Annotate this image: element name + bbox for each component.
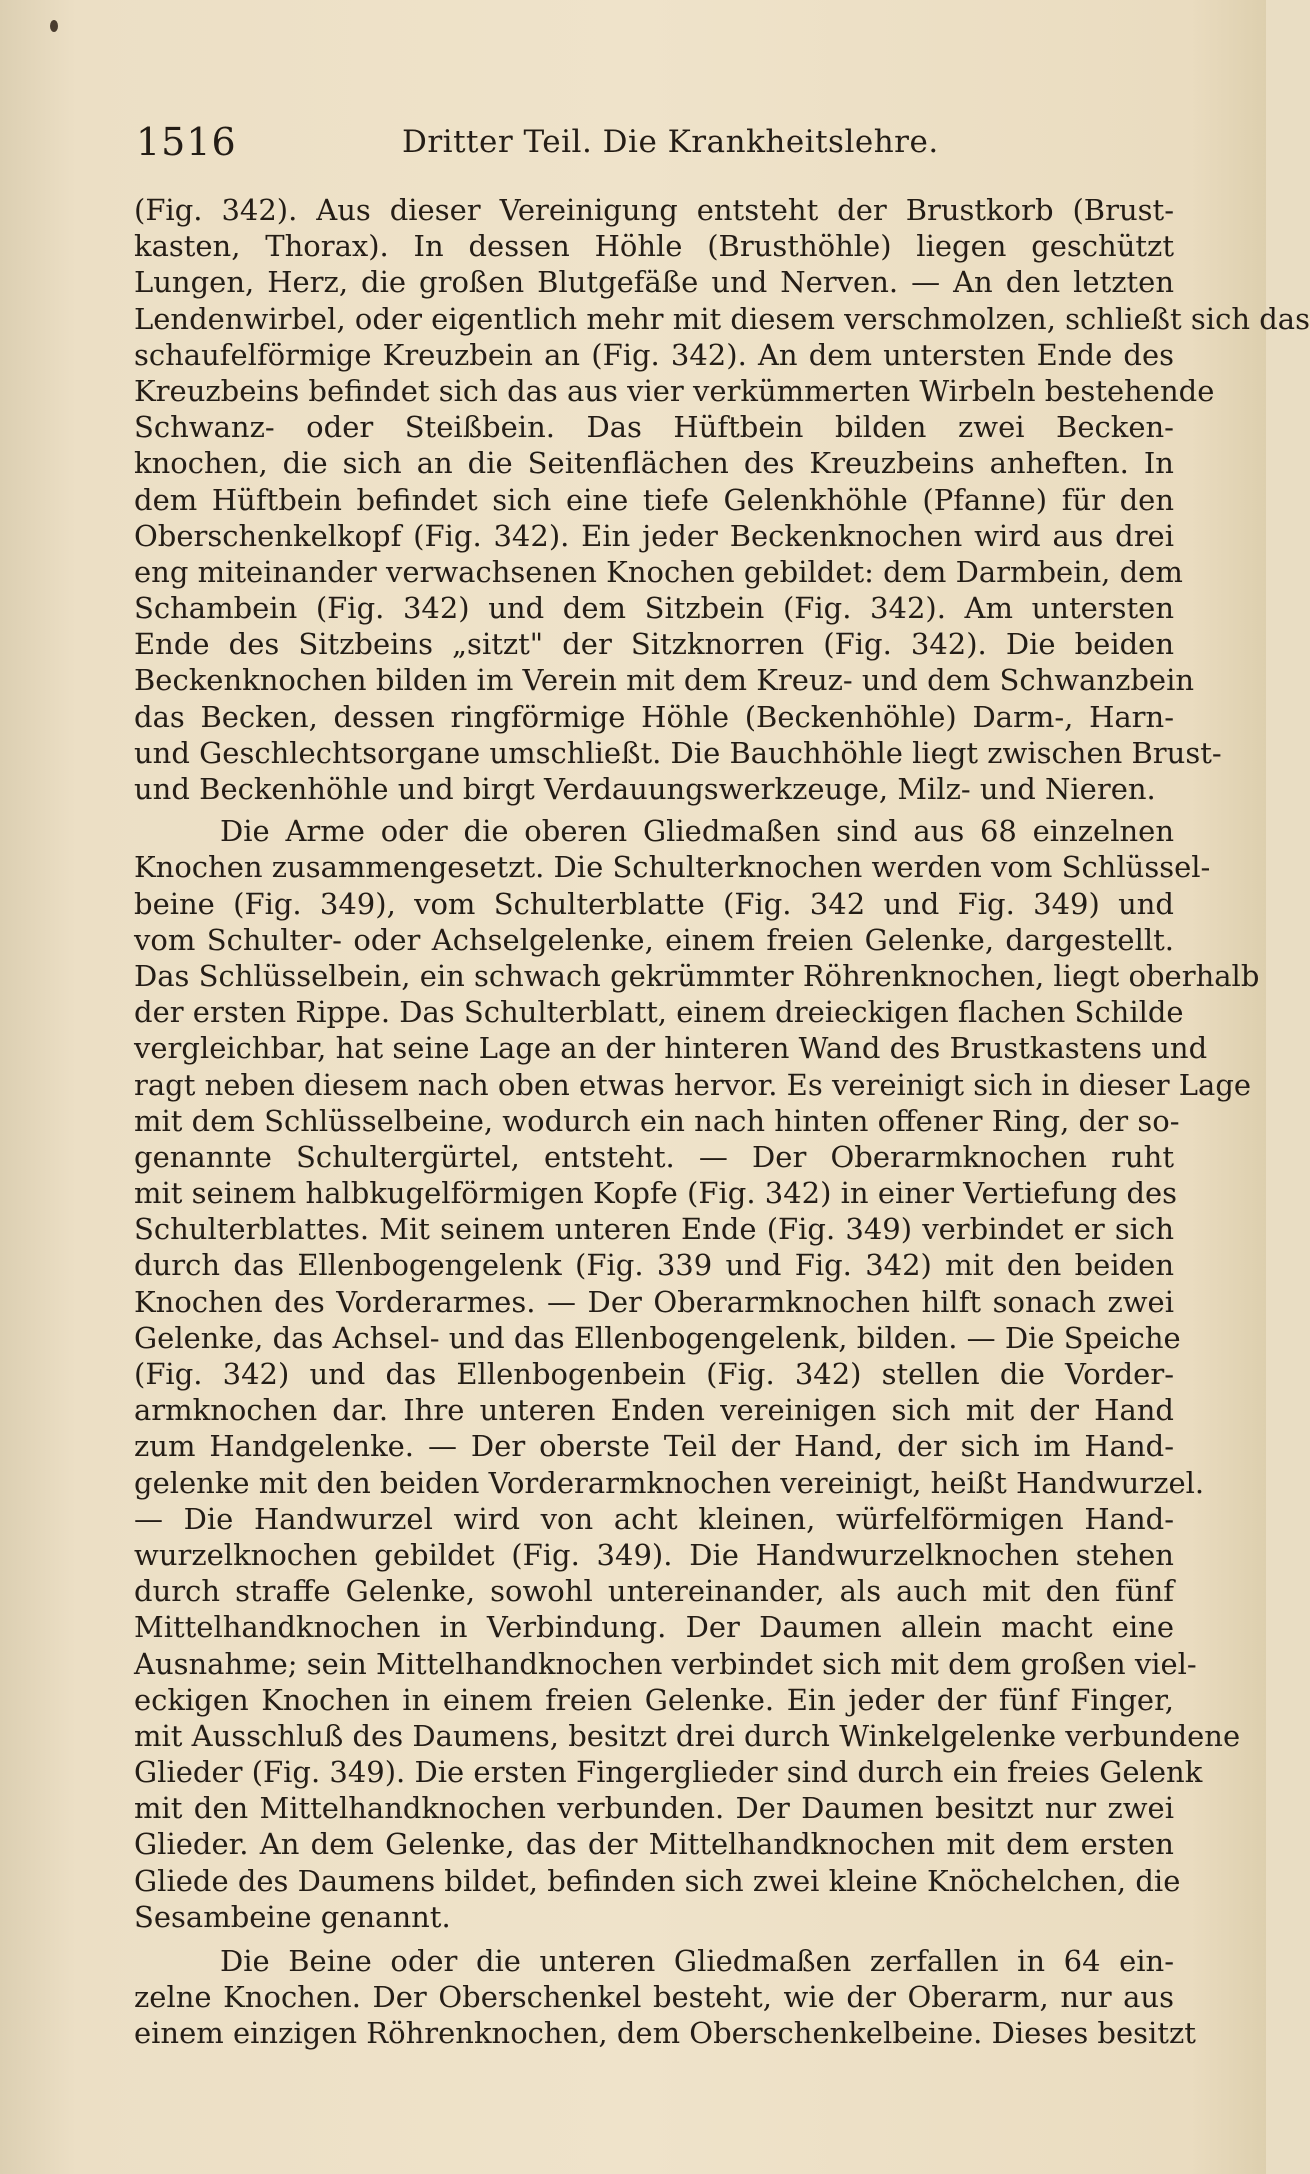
text-line: knochen, die sich an die Seitenflächen des Kreuzbeins anheften. In [134, 446, 1174, 481]
text-line: Schwanz- oder Steißbein. Das Hüftbein bilden zwei Becken- [134, 410, 1174, 445]
paragraph-start-line: Die Arme oder die oberen Gliedmaßen sind aus 68 einzelnen [220, 814, 1174, 849]
text-line: gelenke mit den beiden Vorderarmknochen vereinigt, heißt Handwurzel. [134, 1465, 1205, 1500]
text-line: beine (Fig. 349), vom Schulterblatte (Fig. 342 und Fig. 349) und [134, 886, 1174, 921]
running-head: Dritter Teil. Die Krankheitslehre. [402, 124, 939, 160]
text-line: wurzelknochen gebildet (Fig. 349). Die Handwurzelknochen stehen [134, 1537, 1174, 1572]
text-line: das Becken, dessen ringförmige Höhle (Beckenhöhle) Darm-, Harn- [134, 699, 1174, 734]
text-line: Gelenke, das Achsel- und das Ellenbogengelenk, bilden. — Die Speiche [134, 1320, 1181, 1355]
text-line: mit den Mittelhandknochen verbunden. Der Daumen besitzt nur zwei [134, 1791, 1174, 1826]
text-line: zum Handgelenke. — Der oberste Teil der Hand, der sich im Hand- [134, 1429, 1174, 1464]
body-text [134, 192, 1310, 2052]
ink-spot [50, 20, 58, 32]
text-line: einem einzigen Röhrenknochen, dem Oberschenkelbeine. Dieses besitzt [134, 2016, 1196, 2051]
text-line: mit dem Schlüsselbeine, wodurch ein nach hinten offener Ring, der so- [134, 1103, 1180, 1138]
text-line: dem Hüftbein befindet sich eine tiefe Gelenkhöhle (Pfanne) für den [134, 482, 1174, 517]
text-line: vergleichbar, hat seine Lage an der hinteren Wand des Brustkastens und [134, 1031, 1208, 1066]
text-line: Oberschenkelkopf (Fig. 342). Ein jeder Beckenknochen wird aus drei [134, 518, 1174, 553]
text-line: Knochen zusammengesetzt. Die Schulterknochen werden vom Schlüssel- [134, 850, 1211, 885]
paragraph-start-line: Die Beine oder die unteren Gliedmaßen zerfallen in 64 ein- [220, 1944, 1174, 1978]
text-line: und Beckenhöhle und birgt Verdauungswerkzeuge, Milz- und Nieren. [134, 772, 1156, 806]
text-line: Schulterblattes. Mit seinem unteren Ende (Fig. 349) verbindet er sich [134, 1212, 1174, 1247]
text-line: Glieder (Fig. 349). Die ersten Fingerglieder sind durch ein freies Gelenk [134, 1755, 1203, 1790]
text-line: (Fig. 342) und das Ellenbogenbein (Fig. 342) stellen die Vorder- [134, 1357, 1174, 1391]
text-line: genannte Schultergürtel, entsteht. — Der Oberarmknochen ruht [134, 1139, 1174, 1174]
text-line: durch straffe Gelenke, sowohl untereinander, als auch mit den fünf [134, 1574, 1174, 1609]
text-line: kasten, Thorax). In dessen Höhle (Brusthöhle) liegen geschützt [134, 229, 1174, 264]
text-line: ragt neben diesem nach oben etwas hervor. Es vereinigt sich in dieser Lage [134, 1067, 1252, 1102]
page-number: 1516 [136, 120, 237, 164]
text-line: schaufelförmige Kreuzbein an (Fig. 342). An dem untersten Ende des [134, 337, 1174, 372]
text-line: mit Ausschluß des Daumens, besitzt drei durch Winkelgelenke verbundene [134, 1718, 1241, 1753]
text-line: Gliede des Daumens bildet, befinden sich zwei kleine Knöchelchen, die [134, 1863, 1181, 1898]
text-line: Lendenwirbel, oder eigentlich mehr mit diesem verschmolzen, schließt sich das [134, 301, 1310, 336]
text-line: Beckenknochen bilden im Verein mit dem Kreuz- und dem Schwanzbein [134, 663, 1195, 698]
text-line: Ende des Sitzbeins „sitzt" der Sitzknorren (Fig. 342). Die beiden [134, 627, 1174, 662]
text-line: eng miteinander verwachsenen Knochen gebildet: dem Darmbein, dem [134, 554, 1183, 589]
text-line: Lungen, Herz, die großen Blutgefäße und Nerven. — An den letzten [134, 265, 1174, 300]
text-line: vom Schulter- oder Achselgelenke, einem freien Gelenke, dargestellt. [134, 922, 1174, 957]
text-line: der ersten Rippe. Das Schulterblatt, einem dreieckigen flachen Schilde [134, 995, 1184, 1030]
text-line: Ausnahme; sein Mittelhandknochen verbindet sich mit dem großen viel- [134, 1646, 1197, 1681]
text-line: Das Schlüsselbein, ein schwach gekrümmter Röhrenknochen, liegt oberhalb [134, 958, 1260, 993]
text-line: durch das Ellenbogengelenk (Fig. 339 und Fig. 342) mit den beiden [134, 1248, 1174, 1283]
text-line: eckigen Knochen in einem freien Gelenke. Ein jeder der fünf Finger, [134, 1682, 1174, 1717]
text-line: Kreuzbeins befindet sich das aus vier verkümmerten Wirbeln bestehende [134, 373, 1215, 408]
text-line: zelne Knochen. Der Oberschenkel besteht, wie der Oberarm, nur aus [134, 1980, 1174, 2015]
text-line: (Fig. 342). Aus dieser Vereinigung entsteht der Brustkorb (Brust- [134, 193, 1174, 227]
page-header [136, 120, 1176, 164]
text-line: Sesambeine genannt. [134, 1899, 451, 1934]
text-line: mit seinem halbkugelförmigen Kopfe (Fig. 342) in einer Vertiefung des [134, 1176, 1178, 1211]
text-line: — Die Handwurzel wird von acht kleinen, würfelförmigen Hand- [134, 1501, 1174, 1536]
text-line: Glieder. An dem Gelenke, das der Mittelhandknochen mit dem ersten [134, 1827, 1174, 1862]
text-line: Schambein (Fig. 342) und dem Sitzbein (Fig. 342). Am untersten [134, 591, 1174, 626]
text-line: armknochen dar. Ihre unteren Enden vereinigen sich mit der Hand [134, 1393, 1174, 1428]
text-line: Mittelhandknochen in Verbindung. Der Daumen allein macht eine [134, 1610, 1174, 1645]
text-line: und Geschlechtsorgane umschließt. Die Bauchhöhle liegt zwischen Brust- [134, 735, 1222, 770]
text-line: Knochen des Vorderarmes. — Der Oberarmknochen hilft sonach zwei [134, 1284, 1174, 1319]
